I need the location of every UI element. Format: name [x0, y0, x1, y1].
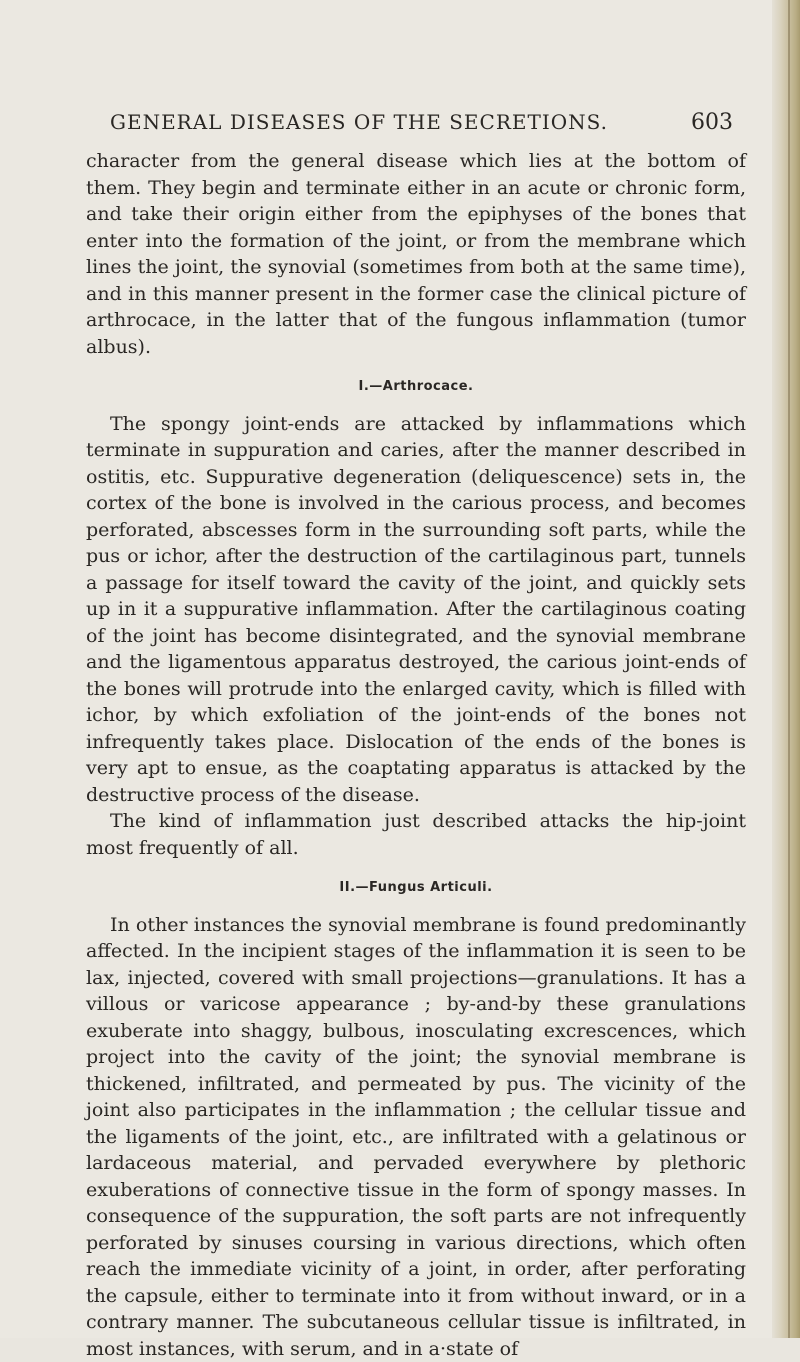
section-heading-arthrocace: I.—Arthrocace.	[86, 374, 746, 401]
paragraph-fungus-articuli: In other instances the synovial membrane is found predominantly affected. In the incipient stages of the inflammation it is seen to be lax, injected, covered with small projections—granulations. It has a villous or varicose appearance ; by-and-by these granulations exuberate into shaggy, bulbous, inosculating excrescences, which project into the cavity of the joint; the synovial membrane is thickened, infiltrated, and permeated by pus. The vicinity of the joint also participates in the inflammation ; the cellular tissue and the ligaments of the joint, etc., are infiltrated with a gelatinous or lardaceous material, and pervaded everywhere by plethoric exuberations of connective tissue in the form of spongy masses. In consequence of the suppuration, the soft parts are not infrequently perforated by sinuses coursing in various directions, which often reach the immediate vicinity of a joint, in order, after perforating the capsule, either to terminate into it from without inward, or in a contrary manner. The subcutaneous cellular tissue is infiltrated, in most instances, with serum, and in a·state of	[86, 912, 746, 1362]
paragraph-arthrocace: The spongy joint-ends are attacked by inflammations which terminate in suppuration and caries, after the manner described in ostitis, etc. Suppurative degeneration (deliquescence) sets in, the cortex of the bone is involved in the carious process, and becomes perforated, abscesses form in the surrounding soft parts, while the pus or ichor, after the destruction of the cartilaginous part, tunnels a passage for itself toward the cavity of the joint, and quickly sets up in it a suppurative inflammation. After the cartilaginous coating of the joint has become disintegrated, and the synovial membrane and the ligamentous apparatus destroyed, the carious joint-ends of the bones will protrude into the enlarged cavity, which is filled with ichor, by which exfoliation of the joint-ends of the bones not infrequently takes place. Dislocation of the ends of the bones is very apt to ensue, as the coaptating apparatus is attacked by the destructive process of the disease.	[86, 411, 746, 809]
page-gutter-edge	[772, 0, 800, 1338]
paragraph-continued: character from the general disease which lies at the bottom of them. They begin and terminate either in an acute or chronic form, and take their origin either from the epiphyses of the bones that enter into the formation of the joint, or from the membrane which lines the joint, the synovial (sometimes from both at the same time), and in this manner present in the former case the clinical picture of arthrocace, in the latter that of the fungous inflammation (tumor albus).	[86, 148, 746, 360]
binding-line	[788, 0, 790, 1338]
page-header	[110, 110, 733, 140]
page-number: 603	[691, 110, 733, 135]
section-heading-fungus-articuli: II.—Fungus Articuli.	[86, 875, 746, 902]
running-head: GENERAL DISEASES OF THE SECRETIONS.	[110, 110, 608, 134]
body-text	[86, 148, 746, 1362]
paragraph-hip-joint: The kind of inflammation just described attacks the hip-joint most frequently of all.	[86, 808, 746, 861]
